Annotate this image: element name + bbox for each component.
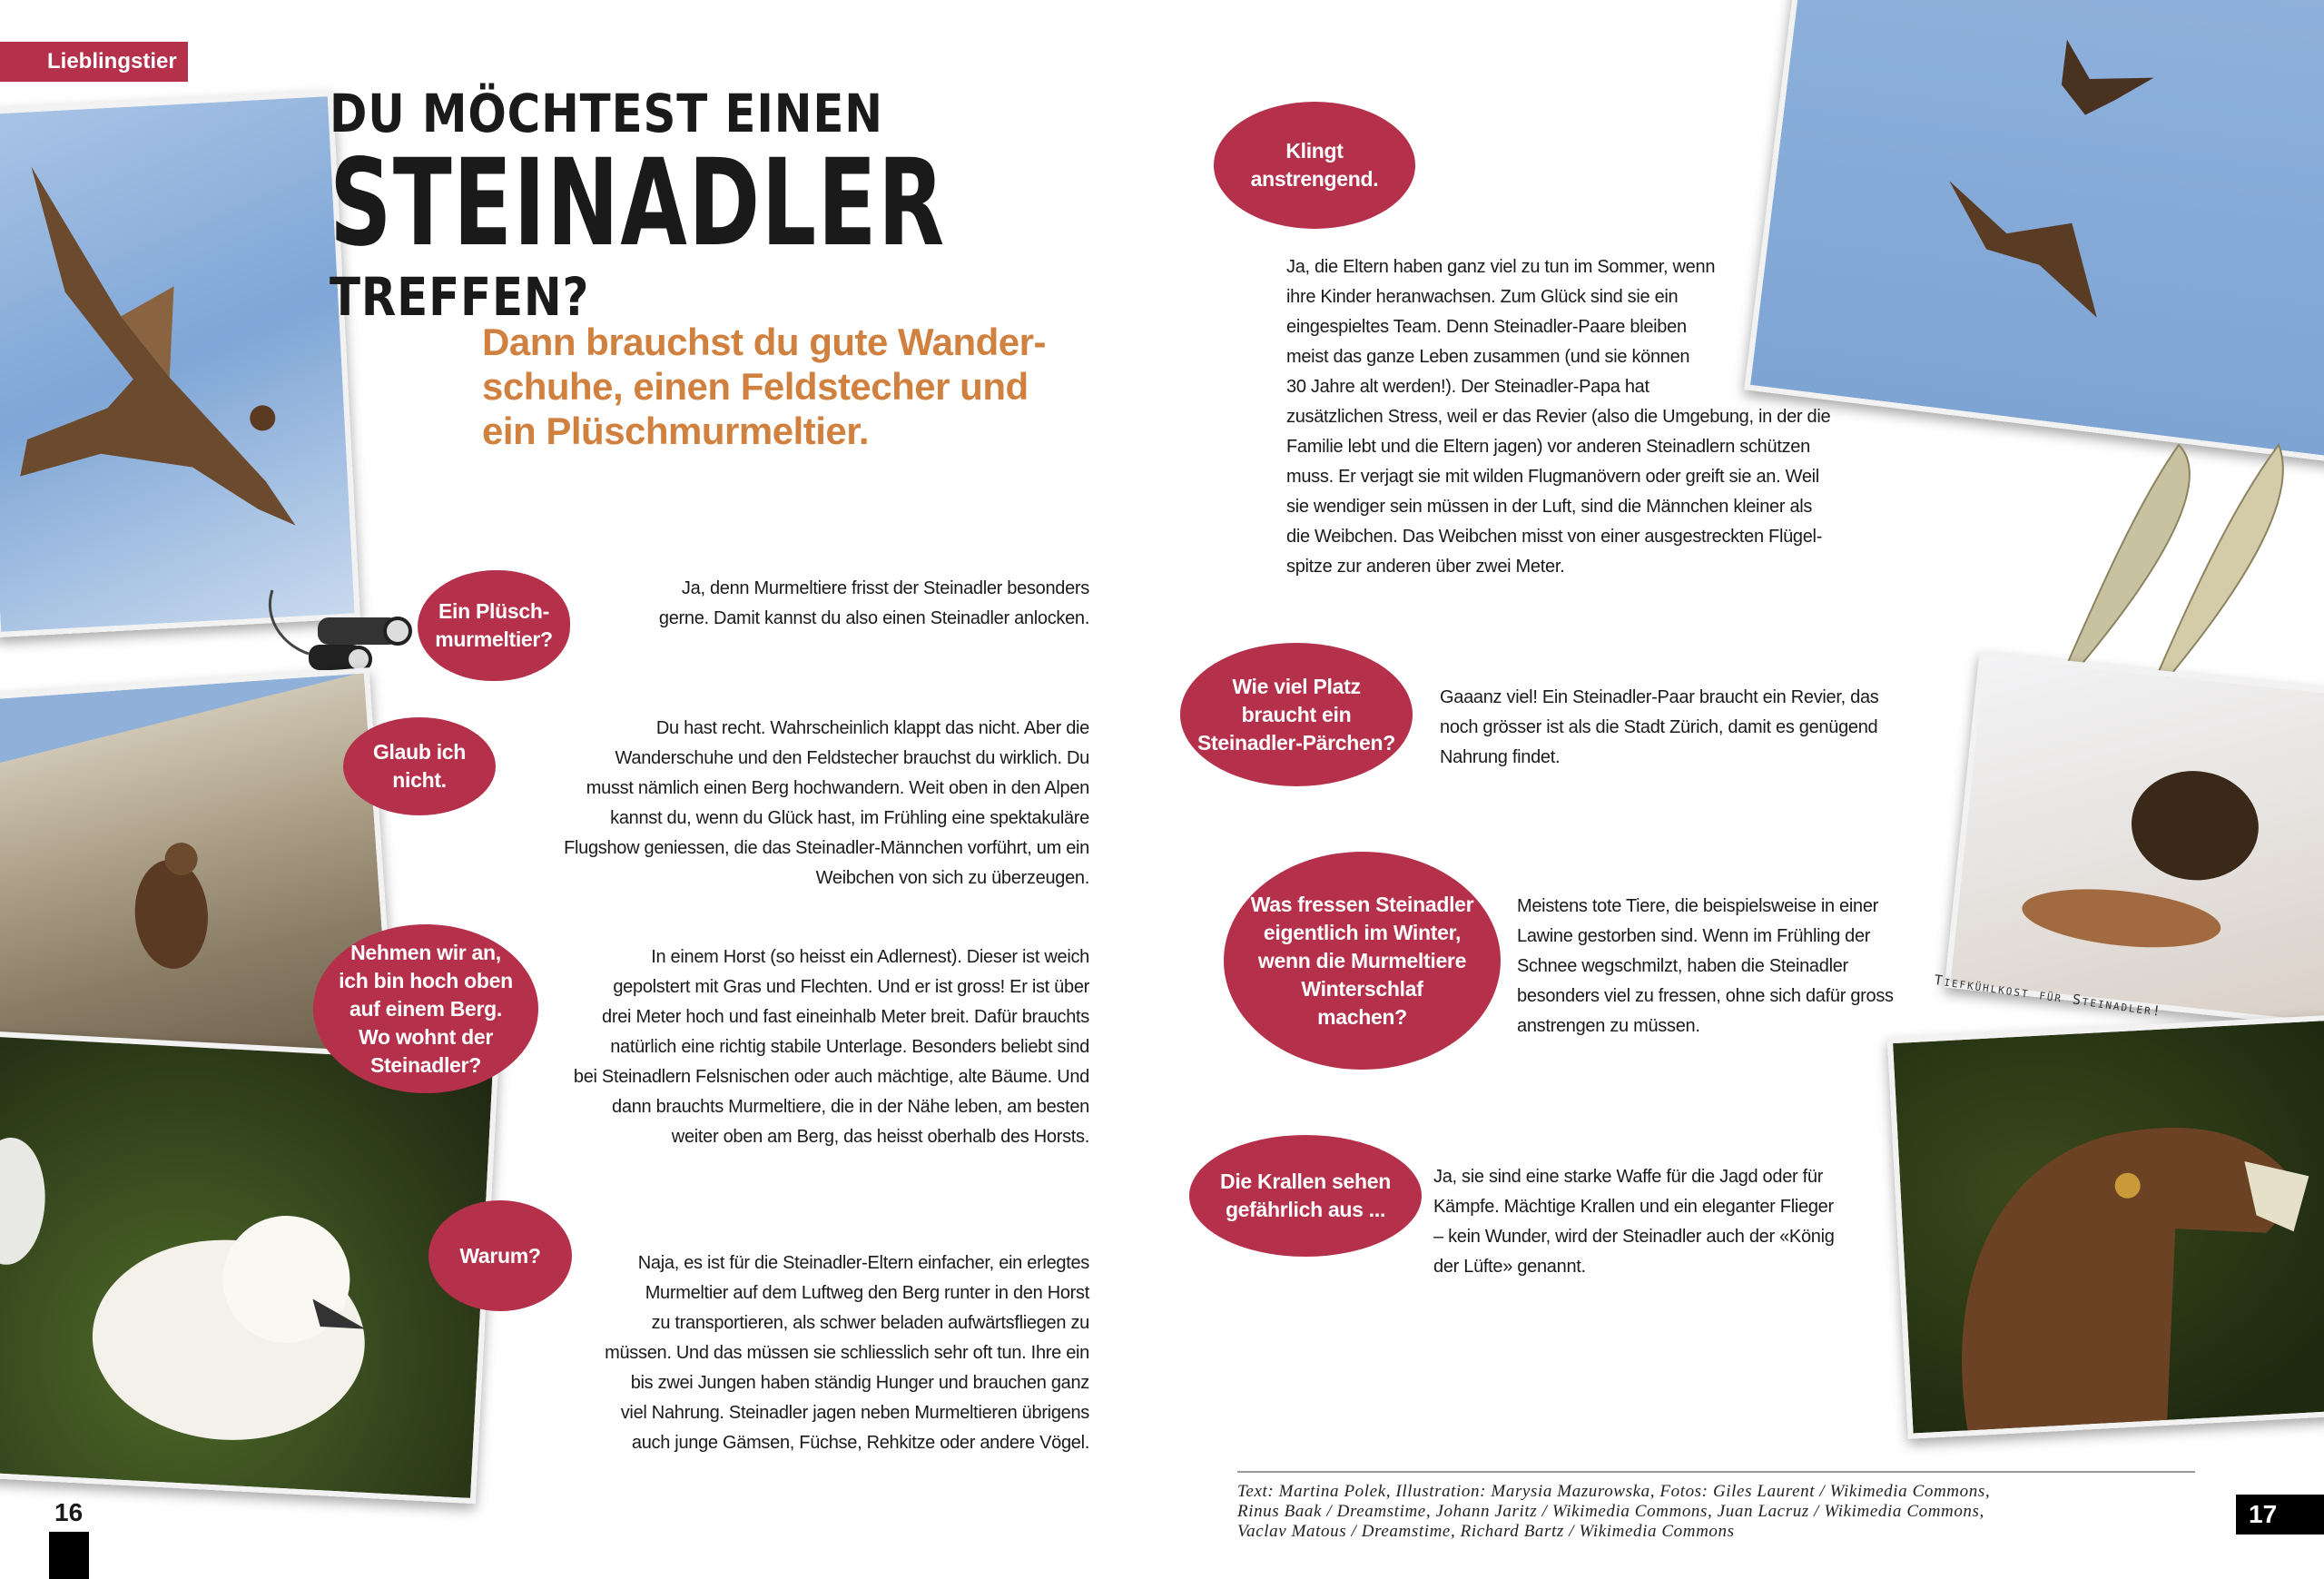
- answer-text: Du hast recht. Wahrscheinlich klappt das nicht. Aber die Wanderschuhe und den Feldstecher brauchst du wirklich. Du musst nämlich einen Berg hochwandern. Weit oben in den Alpen kannst du, wenn du Glück hast, im Frühling eine spektakuläre Flugshow geniessen, die das Steinadler-Männchen vorführt, um ein Weibchen von sich zu überzeugen.: [564, 718, 1089, 888]
- answer-text: In einem Horst (so heisst ein Adlernest). Dieser ist weich gepolstert mit Gras und Flechten. Und er ist gross! Er ist über drei Meter hoch und fast eineinhalb Meter breit. Dafür brauchts natürlich eine richtig stabile Unterlage. Besonders beliebt sind bei Steinadlern Felsnischen oder auch mächtige, alte Bäume. Und dann brauchts Murmeltiere, die in der Nähe leben, am besten weiter oben am Berg, das heisst oberhalb des Horsts.: [573, 947, 1089, 1147]
- title: [330, 83, 1186, 328]
- question-bubble: Warum?: [428, 1200, 572, 1311]
- subtitle: Dann brauchst du gute Wander- schuhe, einen Feldstecher und ein Plüschmurmeltier.: [482, 321, 1046, 452]
- photo-caption: Tiefkühlkost für Steinadler!: [1933, 972, 2164, 1021]
- photo-eagle-chick: [0, 1031, 498, 1504]
- title-line-2: STEINADLER: [330, 133, 946, 273]
- title-line-3: TREFFEN?: [330, 266, 590, 328]
- page-number-left: 16: [54, 1498, 84, 1526]
- answer-text: Gaaanz viel! Ein Steinadler-Paar braucht ein Revier, das noch grösser ist als die Stadt Zürich, damit es genügend Nahrung findet.: [1440, 687, 1879, 767]
- photo-flying-eagle: [0, 91, 360, 637]
- photo-eagle-in-snow: [1945, 651, 2324, 1030]
- page-number-right: 17: [2236, 1495, 2324, 1535]
- question-bubble: Was fressen Steinadler eigentlich im Winter, wenn die Murmeltiere Winterschlaf machen?: [1224, 852, 1501, 1070]
- title-line-1: DU MÖCHTEST EINEN: [330, 83, 883, 144]
- answer-text: Meistens tote Tiere, die beispielsweise in einer Lawine gestorben sind. Wenn im Frühling der Schnee wegschmilzt, haben die Steinadler besonders viel zu fressen, ohne sich dafür gross anstrengen zu müssen.: [1517, 896, 1894, 1036]
- question-bubble: Ein Plüsch- murmeltier?: [418, 570, 570, 681]
- question-bubble: Nehmen wir an, ich bin hoch oben auf einem Berg. Wo wohnt der Steinadler?: [313, 924, 538, 1093]
- answer-text: Ja, die Eltern haben ganz viel zu tun im Sommer, wenn ihre Kinder heranwachsen. Zum Glück sind sie ein eingespieltes Team. Denn Steinadler-Paare bleiben meist das ganze Leben zusammen (und sie können 30 Jahre alt werden!). Der Steinadler-Papa hat zusätzlichen Stress, weil er das Revier (also die Umgebung, in der die Familie lebt und die Eltern jagen) vor anderen Steinadlern schützen muss. Er verjagt sie mit wilden Flugmanövern oder greift sie an. Weil sie wendiger sein müssen in der Luft, sind die Männchen kleiner als die Weibchen. Das Weibchen misst von einer ausgestreckten Flügel- spitze zur anderen über zwei Meter.: [1286, 257, 1831, 577]
- question-bubble: Die Krallen sehen gefährlich aus ...: [1189, 1135, 1422, 1257]
- answer-text: Ja, sie sind eine starke Waffe für die Jagd oder für Kämpfe. Mächtige Krallen und ein eleganter Flieger – kein Wunder, wird der Steinadler auch der «König der Lüfte» genannt.: [1433, 1167, 1835, 1277]
- page-marker-bar: [49, 1532, 89, 1579]
- question-bubble: Klingt anstrengend.: [1214, 102, 1415, 229]
- photo-eagle-head: [1887, 1014, 2324, 1439]
- eagle-illustration: [0, 96, 355, 632]
- answer-text: Ja, denn Murmeltiere frisst der Steinadler besonders gerne. Damit kannst du also einen Steinadler anlocken.: [658, 578, 1089, 628]
- question-bubble: Wie viel Platz braucht ein Steinadler-Pärchen?: [1180, 643, 1413, 786]
- question-bubble: Glaub ich nicht.: [343, 717, 496, 815]
- photo-eagles-in-flight: [1744, 0, 2324, 464]
- answer-text: Naja, es ist für die Steinadler-Eltern einfacher, ein erlegtes Murmeltier auf dem Luftweg den Berg runter in den Horst zu transportieren, als schwer beladen aufwärtsfliegen zu müssen. Und das müssen sie schliesslich sehr oft tun. Ihre ein bis zwei Jungen haben ständig Hunger und brauchen ganz viel Nahrung. Steinadler jagen neben Murmeltieren übrigens auch junge Gämsen, Füchse, Rehkitze oder andere Vögel.: [605, 1253, 1089, 1453]
- section-tag: Lieblingstier: [0, 42, 188, 82]
- photo-credits: Text: Martina Polek, Illustration: Marysia Mazurowska, Fotos: Giles Laurent / Wikimedia Commons, Rinus Baak / Dreamstime, Johann Jaritz / Wikimedia Commons, Juan Lacruz / Wikimedia Commons, Vaclav Matous / Dreamstime, Richard Bartz / Wikimedia Commons: [1237, 1482, 1991, 1541]
- credits-divider: [1237, 1471, 2195, 1473]
